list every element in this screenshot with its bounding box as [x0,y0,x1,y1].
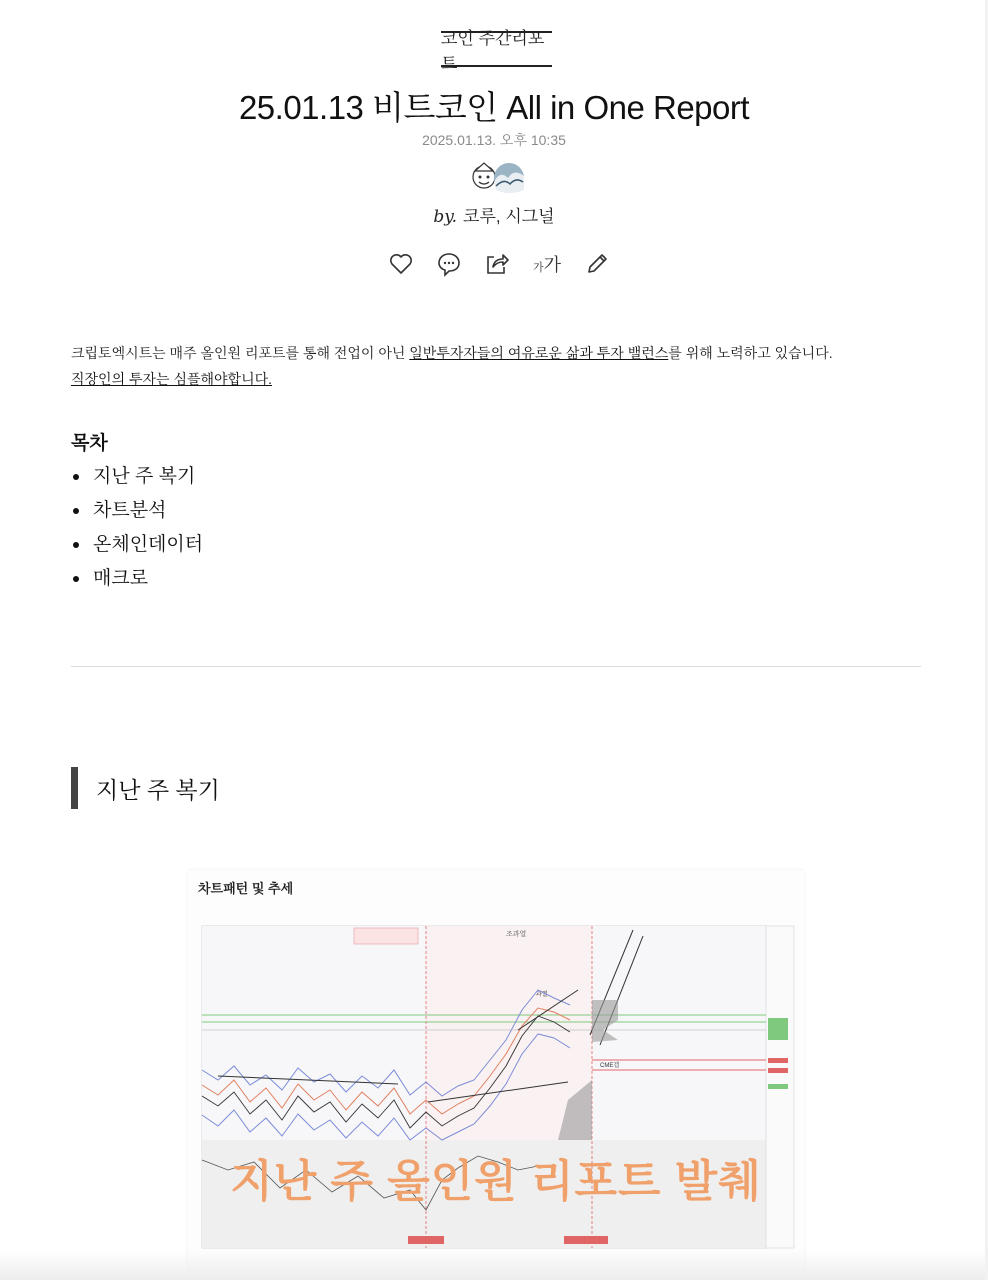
chart-top-label: 과열 [536,992,548,998]
toc-item[interactable] [71,460,203,494]
toc-title: 목차 [71,433,108,454]
toc-item[interactable] [71,562,203,596]
toc-item[interactable] [71,528,203,562]
bullet-icon [73,474,79,480]
table-of-contents [71,460,203,596]
font-small-glyph: 가 [532,262,544,274]
chart-screenshot [188,870,804,1270]
font-large-glyph: 가 [543,255,562,275]
intro-highlight: 일반투자자들의 여유로운 삶과 투자 밸런스 [409,345,669,361]
avatar-koru[interactable] [470,160,530,196]
post-actions [388,248,610,280]
figure-title: 차트패턴 및 추세 [198,881,294,896]
byline [0,202,988,227]
toc-item-label: 매크로 [93,568,149,589]
bullet-icon [73,542,79,548]
toc-item[interactable] [71,494,203,528]
section-heading [71,767,220,809]
toc-item-label: 차트분석 [93,500,167,521]
byline-prefix: by. [433,207,458,227]
share-button[interactable] [484,251,510,277]
intro-line-2 [71,366,931,392]
toc-item-label: 지난 주 복기 [93,466,196,487]
post-category[interactable]: 코인 주간리포트 [441,31,552,67]
section-accent-bar [71,767,78,809]
report-image[interactable] [188,870,804,1270]
figure-overlay-text: 지난 주 올인원 리포트 발췌 [230,1157,762,1206]
like-button[interactable] [388,251,414,277]
post-date: 2025.01.13. 오후 10:35 [422,132,566,148]
cme-label: CME갭 [600,1063,620,1069]
section-title: 지난 주 복기 [96,776,220,803]
bullet-icon [73,508,79,514]
bottom-fade [0,1250,988,1280]
chart-box-label: 조과열 [506,931,527,938]
font-size-icon [533,251,561,277]
intro-text [71,340,931,392]
heart-icon [388,251,414,277]
author-avatars[interactable] [470,160,530,196]
intro-line-1 [71,340,931,366]
share-icon [484,251,510,277]
toc-item-label: 온체인데이터 [93,534,204,555]
font-size-button[interactable] [532,251,562,277]
edit-button[interactable] [584,251,610,277]
intro-line1-suffix: 를 위해 노력하고 있습니다. [668,345,833,361]
intro-highlight-2: 직장인의 투자는 심플해야합니다. [71,371,273,387]
intro-line1-prefix: 크립토엑시트는 매주 올인원 리포트를 통해 전업이 아닌 [71,345,410,361]
bullet-icon [73,576,79,582]
post-title: 25.01.13 비트코인 All in One Report [238,89,750,126]
section-divider [71,666,921,667]
author-names[interactable]: 코루, 시그널 [463,207,555,226]
comment-button[interactable] [436,251,462,277]
comment-icon [436,251,462,277]
edit-icon [584,251,610,277]
